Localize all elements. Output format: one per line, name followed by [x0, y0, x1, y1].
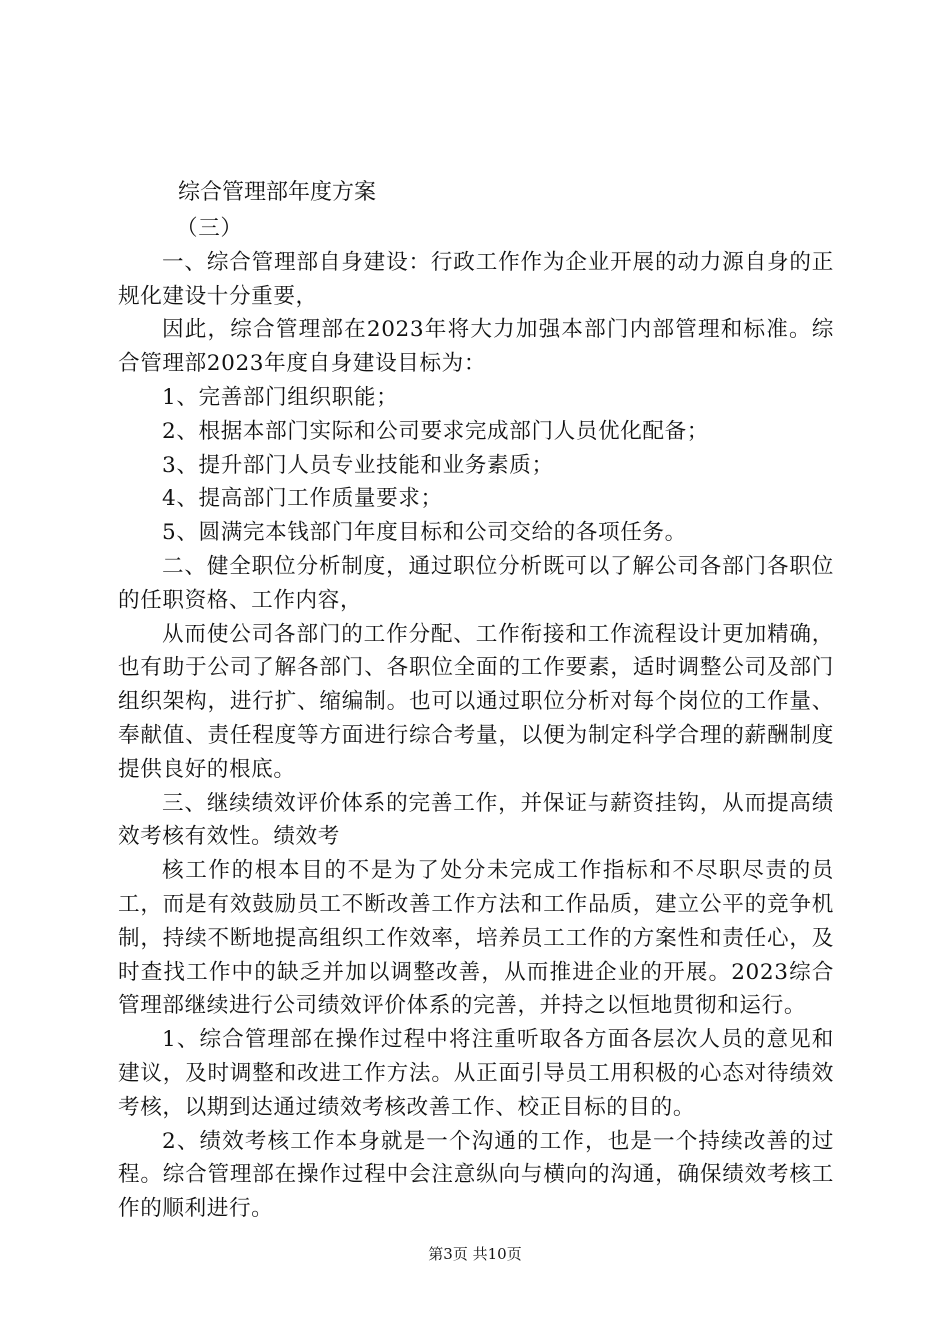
paragraph: 2、绩效考核工作本身就是一个沟通的工作，也是一个持续改善的过程。综合管理部在操作过程中会注意纵向与横向的沟通，确保绩效考核工作的顺利进行。	[118, 1128, 834, 1222]
document-body	[118, 174, 834, 1226]
paragraph: 1、综合管理部在操作过程中将注重听取各方面各层次人员的意见和建议，及时调整和改进工作方法。从正面引导员工用积极的心态对待绩效考核，以期到达通过绩效考核改善工作、校正目标的目的。	[118, 1027, 834, 1120]
list-item: 4、提高部门工作质量要求；	[162, 486, 443, 512]
paragraph: 因此，综合管理部在2023年将大力加强本部门内部管理和标准。综合管理部2023年度自身建设目标为：	[118, 317, 834, 377]
paragraph: 从而使公司各部门的工作分配、工作衔接和工作流程设计更加精确，也有助于公司了解各部门、各职位全面的工作要素，适时调整公司及部门组织架构，进行扩、缩编制。也可以通过职位分析对每个岗位的工作量、奉献值、责任程度等方面进行综合考量，以便为制定科学合理的薪酬制度提供良好的根底。	[118, 621, 834, 782]
document-subtitle: （三）	[176, 216, 243, 241]
paragraph: 三、继续绩效评价体系的完善工作，并保证与薪资挂钩，从而提高绩效考核有效性。绩效考	[118, 790, 834, 850]
list-item: 2、根据本部门实际和公司要求完成部门人员优化配备；	[162, 418, 709, 444]
paragraph: 二、健全职位分析制度，通过职位分析既可以了解公司各部门各职位的任职资格、工作内容，	[118, 553, 834, 613]
paragraph: 一、综合管理部自身建设：行政工作作为企业开展的动力源自身的正规化建设十分重要，	[118, 249, 834, 309]
document-title: 综合管理部年度方案	[178, 180, 377, 205]
list-item: 1、完善部门组织职能；	[162, 384, 399, 410]
page-number: 第3页 共10页	[428, 1245, 522, 1263]
paragraph: 核工作的根本目的不是为了处分未完成工作指标和不尽职尽责的员工，而是有效鼓励员工不断改善工作方法和工作品质，建立公平的竞争机制，持续不断地提高组织工作效率，培养员工工作的方案性和责任心，及时查找工作中的缺乏并加以调整改善，从而推进企业的开展。2023综合管理部继续进行公司绩效评价体系的完善，并持之以恒地贯彻和运行。	[118, 858, 834, 1019]
list-item: 5、圆满完本钱部门年度目标和公司交给的各项任务。	[162, 520, 687, 546]
list-item: 3、提升部门人员专业技能和业务素质；	[162, 452, 554, 478]
